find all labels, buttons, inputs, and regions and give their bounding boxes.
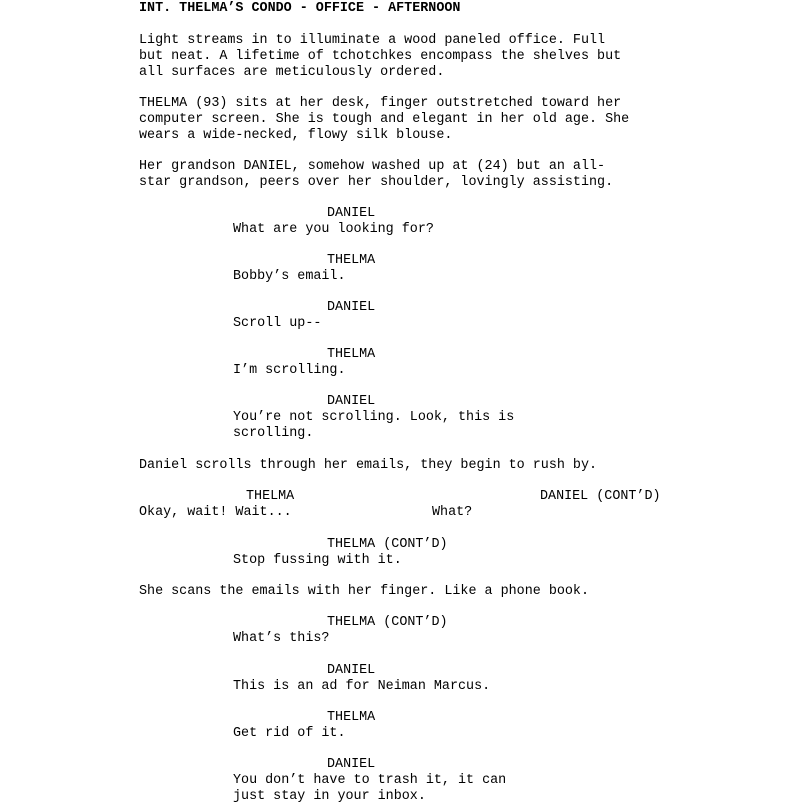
character-name: THELMA (CONT’D) bbox=[327, 615, 448, 630]
character-name: DANIEL bbox=[327, 663, 376, 678]
action-line: Daniel scrolls through her emails, they begin to rush by. bbox=[139, 458, 598, 473]
character-name: DANIEL bbox=[327, 757, 376, 772]
dialogue-line: Get rid of it. bbox=[233, 726, 346, 741]
character-name: THELMA bbox=[327, 347, 376, 362]
dual-character-right: DANIEL (CONT’D) bbox=[540, 489, 661, 504]
action-line: star grandson, peers over her shoulder, lovingly assisting. bbox=[139, 175, 614, 190]
dialogue-line: Stop fussing with it. bbox=[233, 553, 402, 568]
dialogue-line: Scroll up-- bbox=[233, 316, 322, 331]
character-name: DANIEL bbox=[327, 300, 376, 315]
character-name: DANIEL bbox=[327, 206, 376, 221]
dialogue-line: just stay in your inbox. bbox=[233, 789, 426, 804]
dialogue-line: You’re not scrolling. Look, this is bbox=[233, 410, 515, 425]
character-name: THELMA (CONT’D) bbox=[327, 537, 448, 552]
dialogue-line: This is an ad for Neiman Marcus. bbox=[233, 679, 491, 694]
dialogue-line: scrolling. bbox=[233, 426, 314, 441]
scene-heading: INT. THELMA’S CONDO - OFFICE - AFTERNOON bbox=[139, 1, 461, 16]
character-name: THELMA bbox=[327, 710, 376, 725]
dialogue-line: Bobby’s email. bbox=[233, 269, 346, 284]
dialogue-line: What are you looking for? bbox=[233, 222, 434, 237]
action-line: computer screen. She is tough and elegant in her old age. She bbox=[139, 112, 630, 127]
action-line: Her grandson DANIEL, somehow washed up at (24) but an all- bbox=[139, 159, 606, 174]
action-line: THELMA (93) sits at her desk, finger outstretched toward her bbox=[139, 96, 622, 111]
dialogue-line: You don’t have to trash it, it can bbox=[233, 773, 507, 788]
action-line: wears a wide-necked, flowy silk blouse. bbox=[139, 128, 453, 143]
dual-character-left: THELMA bbox=[246, 489, 295, 504]
dual-dialogue-right-line: What? bbox=[432, 505, 473, 520]
action-line: all surfaces are meticulously ordered. bbox=[139, 65, 445, 80]
action-line: but neat. A lifetime of tchotchkes encompass the shelves but bbox=[139, 49, 622, 64]
dialogue-line: I’m scrolling. bbox=[233, 363, 346, 378]
dual-dialogue-left-line: Okay, wait! Wait... bbox=[139, 505, 292, 520]
character-name: DANIEL bbox=[327, 394, 376, 409]
action-line: She scans the emails with her finger. Like a phone book. bbox=[139, 584, 589, 599]
dialogue-line: What’s this? bbox=[233, 631, 330, 646]
character-name: THELMA bbox=[327, 253, 376, 268]
action-line: Light streams in to illuminate a wood paneled office. Full bbox=[139, 33, 606, 48]
